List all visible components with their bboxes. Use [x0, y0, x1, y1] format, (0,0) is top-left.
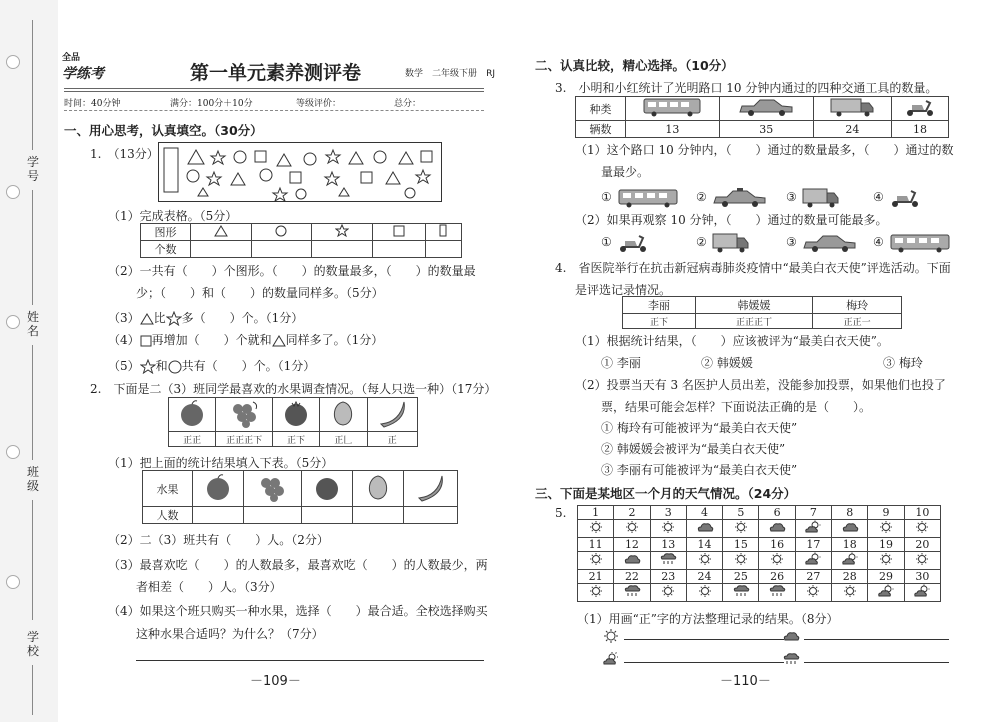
day-number: 3	[650, 506, 686, 520]
bus-icon	[642, 97, 702, 117]
weather-cell	[650, 520, 686, 538]
cell	[626, 97, 720, 121]
cell	[892, 97, 949, 121]
sun-icon	[587, 552, 605, 566]
count-cell: 35	[719, 121, 813, 138]
day-number: 16	[759, 538, 795, 552]
day-number: 24	[686, 570, 722, 584]
school-label: 学校	[26, 630, 39, 658]
cell	[216, 398, 273, 432]
q3-2: （2）如果再观察 10 分钟，（ ）通过的数量可能最多。	[575, 213, 888, 227]
punch-hole	[6, 55, 20, 69]
sun-icon	[659, 520, 677, 534]
partly-cloudy-icon	[602, 651, 620, 667]
partly-cloudy-icon	[913, 584, 931, 598]
section-2-heading: 二、认真比较，精心选择。（10分）	[535, 58, 734, 73]
cell	[191, 224, 252, 241]
weather-cell	[650, 552, 686, 570]
star-icon	[140, 359, 156, 374]
weather-cell	[759, 552, 795, 570]
day-number: 13	[650, 538, 686, 552]
cell	[244, 471, 302, 507]
sun-icon	[659, 584, 677, 598]
weather-cell	[759, 520, 795, 538]
q1-2a: （2）一共有（ ）个图形。（ ）的数量最多，（ ）的数量最	[108, 264, 476, 278]
tally-line-partly[interactable]	[602, 651, 782, 667]
q1-5	[108, 357, 315, 374]
day-number: 10	[904, 506, 940, 520]
answer-cell[interactable]	[193, 507, 244, 524]
q4-2-option-1[interactable]: ① 梅玲有可能被评为“最美白衣天使”	[601, 421, 798, 435]
text: 和	[155, 359, 168, 373]
sun-icon	[877, 552, 895, 566]
q4-2b: 票，结果可能会怎样？下面说法正确的是（ ）。	[601, 400, 872, 414]
day-number: 21	[578, 570, 614, 584]
day-number: 26	[759, 570, 795, 584]
bus-icon	[889, 232, 951, 254]
text: （3）	[108, 311, 140, 325]
weather-cell	[614, 552, 650, 570]
sun-icon	[587, 520, 605, 534]
logo-top: 全品	[62, 53, 81, 63]
weather-cell	[578, 552, 614, 570]
q2-survey-table	[168, 397, 418, 447]
weather-cell	[614, 520, 650, 538]
weather-cell	[759, 584, 795, 602]
q4-heading-b: 是评选记录情况。	[575, 283, 672, 297]
tally-cell: 正下	[272, 432, 319, 447]
day-number: 17	[795, 538, 831, 552]
tally-cell: 正正一	[813, 314, 902, 329]
weather-calendar	[577, 505, 941, 602]
q5-heading: 5.	[555, 506, 567, 520]
tally-cell: 正下	[623, 314, 696, 329]
peach-icon	[328, 398, 358, 428]
weather-cell	[795, 584, 831, 602]
rain-icon	[782, 651, 800, 667]
option-label: ④	[873, 235, 884, 249]
cell	[272, 398, 319, 432]
name-label: 姓名	[26, 310, 39, 338]
cell: 辆数	[576, 121, 626, 138]
tally-cell: 正正正下	[216, 432, 273, 447]
q1-3	[108, 309, 303, 326]
q2-3b: 者相差（ ）人。（3分）	[136, 580, 282, 594]
day-number: 14	[686, 538, 722, 552]
sun-icon	[732, 520, 750, 534]
answer-line[interactable]	[136, 660, 484, 661]
grapes-icon	[227, 398, 261, 428]
day-number: 6	[759, 506, 795, 520]
answer-line[interactable]	[804, 653, 949, 663]
cloud-icon	[782, 628, 800, 644]
logo	[62, 50, 122, 80]
scooter-icon	[902, 97, 938, 117]
option: ② 韩媛媛	[701, 356, 753, 370]
option-label: ②	[696, 190, 707, 204]
day-number: 22	[614, 570, 650, 584]
text: 共有（ ）个。（1分）	[181, 359, 316, 373]
cell	[251, 224, 312, 241]
grapes-icon	[255, 472, 289, 502]
weather-cell	[686, 584, 722, 602]
answer-cell[interactable]	[352, 507, 403, 524]
weather-cell	[832, 584, 868, 602]
q3-1b: 量最少。	[601, 165, 650, 179]
cell	[312, 224, 373, 241]
cell: 水果	[143, 471, 193, 507]
q4-2-option-2[interactable]: ② 韩媛媛会被评为“最美白衣天使”	[601, 442, 786, 456]
page-title: 第一单元素养测评卷	[190, 62, 362, 84]
day-number: 8	[832, 506, 868, 520]
answer-cell[interactable]	[425, 241, 461, 258]
tally-cell: 正	[367, 432, 417, 447]
weather-cell	[795, 552, 831, 570]
punch-hole	[6, 185, 20, 199]
punch-hole	[6, 445, 20, 459]
cell	[193, 471, 244, 507]
q2-4b: 这种水果合适吗？为什么？（7分）	[136, 627, 324, 641]
cell	[372, 224, 425, 241]
answer-cell[interactable]	[372, 241, 425, 258]
cell: 人数	[143, 507, 193, 524]
class-label: 班级	[26, 465, 39, 493]
line	[32, 190, 33, 305]
weather-cell	[686, 552, 722, 570]
cell	[425, 224, 461, 241]
partly-cloudy-icon	[841, 552, 859, 566]
punch-hole	[6, 575, 20, 589]
text: 再增加（ ）个就和	[151, 333, 272, 347]
day-number: 25	[723, 570, 759, 584]
page-number-right: －110－	[720, 674, 771, 689]
answer-cell[interactable]	[301, 507, 352, 524]
q3-heading: 3. 小明和小红统计了光明路口 10 分钟内通过的四种交通工具的数量。	[555, 81, 938, 95]
cell	[367, 398, 417, 432]
answer-line[interactable]	[804, 630, 949, 640]
cell	[320, 398, 367, 432]
cloud-icon	[768, 520, 786, 534]
q3-1-options[interactable]	[601, 187, 951, 211]
triangle-icon	[140, 313, 154, 325]
day-number: 28	[832, 570, 868, 584]
count-cell: 18	[892, 121, 949, 138]
weather-cell	[868, 584, 904, 602]
weather-cell	[868, 552, 904, 570]
q1-4	[108, 331, 383, 348]
day-number: 5	[723, 506, 759, 520]
q1-heading: 1. （13分）	[90, 147, 159, 161]
text: （5）	[108, 359, 140, 373]
circle-icon	[168, 360, 182, 374]
cell: 图形	[141, 224, 191, 241]
day-number: 18	[832, 538, 868, 552]
binding-strip	[0, 0, 58, 722]
answer-line[interactable]	[624, 653, 784, 663]
subject-line	[405, 66, 495, 79]
name-cell: 李丽	[623, 297, 696, 314]
q1-table	[140, 223, 462, 258]
sun-icon	[877, 520, 895, 534]
q1-2b: 少；（ ）和（ ）的数量同样多。（5分）	[136, 286, 384, 300]
divider	[64, 91, 484, 92]
answer-cell[interactable]	[244, 507, 302, 524]
day-number: 11	[578, 538, 614, 552]
cell: 种类	[576, 97, 626, 121]
weather-cell	[832, 520, 868, 538]
count-cell: 13	[626, 121, 720, 138]
line	[32, 20, 33, 150]
divider	[64, 88, 484, 89]
divider	[64, 110, 484, 111]
rain-icon	[732, 584, 750, 598]
option: ③ 梅玲	[883, 356, 923, 370]
scooter-icon	[617, 232, 649, 254]
cloud-icon	[696, 520, 714, 534]
q4-vote-table	[622, 296, 902, 329]
truck-icon	[711, 232, 751, 254]
square-icon	[140, 335, 152, 347]
car-icon	[801, 232, 859, 254]
rain-icon	[768, 584, 786, 598]
sun-icon	[732, 552, 750, 566]
sun-icon	[913, 520, 931, 534]
answer-cell[interactable]	[403, 507, 457, 524]
option-label: ①	[601, 190, 612, 204]
edition: RJ	[486, 69, 495, 79]
day-number: 12	[614, 538, 650, 552]
q1-shapes-box	[158, 142, 442, 202]
weather-cell	[578, 520, 614, 538]
weather-cell	[904, 584, 940, 602]
subject: 数学	[405, 69, 424, 79]
section-3-heading: 三、下面是某地区一个月的天气情况。（24分）	[535, 486, 797, 501]
pomegranate-icon	[281, 398, 311, 428]
page-number-left: －109－	[250, 674, 301, 689]
student-no-label: 学号	[26, 155, 39, 183]
count-cell: 24	[813, 121, 891, 138]
day-number: 27	[795, 570, 831, 584]
truck-icon	[801, 187, 841, 209]
q5-1: （1）用画“正”字的方法整理记录的结果。（8分）	[577, 612, 839, 626]
truck-icon	[827, 97, 877, 117]
tally-cell: 正𠃊	[320, 432, 367, 447]
q3-vehicle-table	[575, 96, 949, 138]
cell	[352, 471, 403, 507]
option: ① 李丽	[601, 356, 641, 370]
scooter-icon	[889, 187, 921, 209]
day-number: 1	[578, 506, 614, 520]
name-cell: 韩媛媛	[695, 297, 812, 314]
weather-cell	[904, 552, 940, 570]
q2-2: （2）二（3）班共有（ ）人。（2分）	[108, 533, 329, 547]
option-label: ①	[601, 235, 612, 249]
apple-icon	[177, 398, 207, 428]
answer-line[interactable]	[624, 630, 784, 640]
score: 满分：100分＋10分	[170, 99, 253, 109]
logo-bottom: 学练考	[62, 66, 104, 82]
day-number: 4	[686, 506, 722, 520]
day-number: 7	[795, 506, 831, 520]
weather-cell	[868, 520, 904, 538]
text: （4）	[108, 333, 140, 347]
star-icon	[166, 311, 182, 326]
cloud-icon	[841, 520, 859, 534]
meta-row	[64, 96, 484, 109]
square-icon	[393, 225, 405, 237]
sun-icon	[587, 584, 605, 598]
option-label: ③	[786, 190, 797, 204]
text: 比	[153, 311, 166, 325]
tally-cell: 正正	[169, 432, 216, 447]
q1-1: （1）完成表格。（5分）	[108, 209, 238, 223]
day-number: 19	[868, 538, 904, 552]
star-icon	[335, 224, 349, 237]
q2-heading: 2. 下面是二（3）班同学最喜欢的水果调查情况。（每人只选一种）（17分）	[90, 382, 497, 396]
car-icon	[736, 97, 796, 117]
apple-icon	[203, 472, 233, 502]
sun-icon	[841, 584, 859, 598]
q3-2-options[interactable]	[601, 232, 951, 256]
day-number: 23	[650, 570, 686, 584]
taxi-icon	[711, 187, 769, 209]
weather-cell	[723, 584, 759, 602]
text: 多（ ）个。（1分）	[181, 311, 304, 325]
q3-1a: （1）这个路口 10 分钟内，（ ）通过的数量最多，（ ）通过的数	[575, 143, 954, 157]
q2-4a: （4）如果这个班只购买一种水果，选择（ ）最合适。全校选择购买	[108, 604, 488, 618]
sun-icon	[696, 584, 714, 598]
pomegranate-icon	[312, 472, 342, 502]
tally-line-sun[interactable]	[602, 628, 782, 644]
q4-heading-a: 4. 省医院举行在抗击新冠病毒肺炎疫情中“最美白衣天使”评选活动。下面	[555, 261, 951, 275]
weather-cell	[723, 552, 759, 570]
tally-line-rain[interactable]	[782, 651, 952, 667]
cell	[301, 471, 352, 507]
q4-2-option-3[interactable]: ③ 李丽有可能被评为“最美白衣天使”	[601, 463, 798, 477]
day-number: 2	[614, 506, 650, 520]
q4-1: （1）根据统计结果，（ ）应该被评为“最美白衣天使”。	[575, 334, 889, 348]
weather-cell	[578, 584, 614, 602]
q4-1-options[interactable]	[601, 354, 941, 371]
cell	[813, 97, 891, 121]
q2-result-table	[142, 470, 458, 524]
partly-cloudy-icon	[804, 520, 822, 534]
weather-cell	[904, 520, 940, 538]
sun-icon	[768, 552, 786, 566]
weather-cell	[614, 584, 650, 602]
day-number: 9	[868, 506, 904, 520]
cell	[719, 97, 813, 121]
cloud-icon	[623, 552, 641, 566]
day-number: 30	[904, 570, 940, 584]
time: 时间：40分钟	[64, 99, 121, 109]
triangle-icon	[214, 225, 228, 237]
rain-icon	[623, 584, 641, 598]
answer-cell[interactable]	[251, 241, 312, 258]
day-number: 20	[904, 538, 940, 552]
option-label: ②	[696, 235, 707, 249]
tally-line-cloud[interactable]	[782, 628, 952, 644]
answer-cell[interactable]	[191, 241, 252, 258]
section-1-heading: 一、用心思考，认真填空。（30分）	[64, 123, 263, 138]
grade: 二年级下册	[432, 69, 478, 79]
weather-cell	[832, 552, 868, 570]
rain-icon	[659, 552, 677, 566]
weather-cell	[795, 520, 831, 538]
weather-cell	[686, 520, 722, 538]
weather-cell	[650, 584, 686, 602]
sun-icon	[602, 628, 620, 644]
banana-icon	[414, 472, 446, 502]
partly-cloudy-icon	[804, 552, 822, 566]
rectangle-icon	[439, 224, 447, 237]
line	[32, 500, 33, 620]
circle-icon	[274, 225, 288, 237]
banana-icon	[376, 398, 408, 428]
cell	[169, 398, 216, 432]
sun-icon	[804, 584, 822, 598]
triangle-icon	[272, 335, 286, 347]
total: 总分：	[394, 99, 422, 109]
sun-icon	[913, 552, 931, 566]
weather-cell	[723, 520, 759, 538]
bus-icon	[617, 187, 679, 209]
name-cell: 梅玲	[813, 297, 902, 314]
tally-cell: 正正正丅	[695, 314, 812, 329]
line	[32, 345, 33, 460]
sun-icon	[696, 552, 714, 566]
q2-1: （1）把上面的统计结果填入下表。（5分）	[108, 456, 334, 470]
sun-icon	[623, 520, 641, 534]
text: 同样多了。（1分）	[285, 333, 384, 347]
option-label: ④	[873, 190, 884, 204]
option-label: ③	[786, 235, 797, 249]
peach-icon	[363, 472, 393, 502]
answer-cell[interactable]	[312, 241, 373, 258]
level: 等级评价：	[296, 99, 342, 109]
q4-2a: （2）投票当天有 3 名医护人员出差，没能参加投票，如果他们也投了	[575, 378, 946, 392]
q2-3a: （3）最喜欢吃（ ）的人数最多，最喜欢吃（ ）的人数最少，两	[108, 558, 488, 572]
day-number: 29	[868, 570, 904, 584]
day-number: 15	[723, 538, 759, 552]
partly-cloudy-icon	[877, 584, 895, 598]
line	[32, 665, 33, 715]
punch-hole	[6, 315, 20, 329]
cell: 个数	[141, 241, 191, 258]
cell	[403, 471, 457, 507]
